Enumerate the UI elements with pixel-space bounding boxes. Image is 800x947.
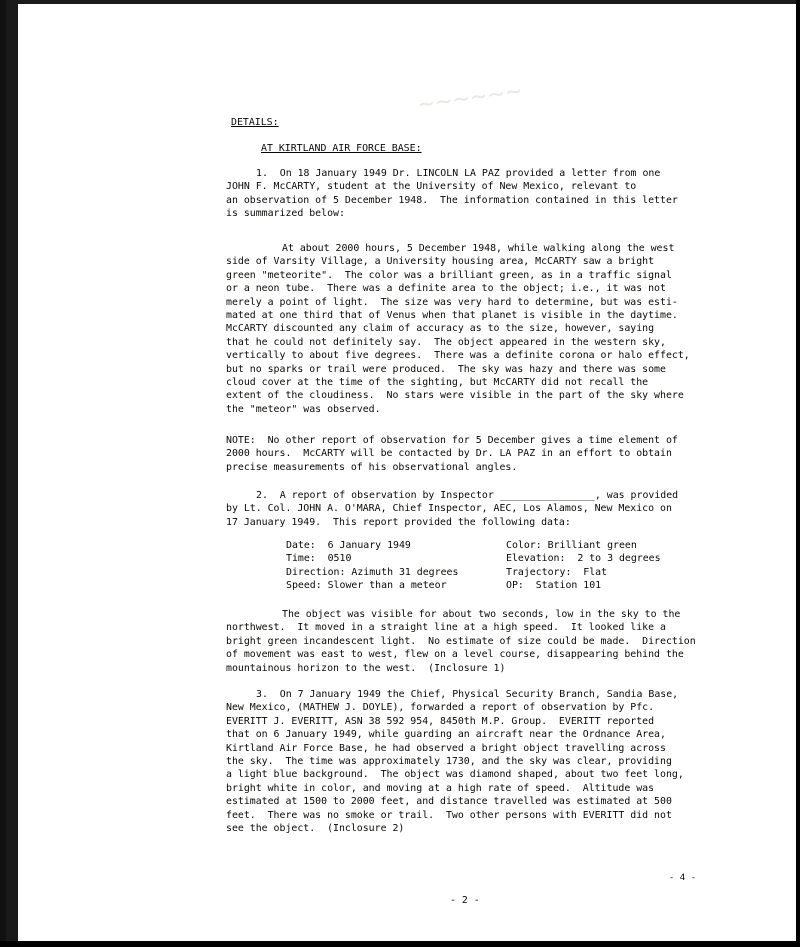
text-line: bright green incandescent light. No estimate of size could be made. Direction xyxy=(226,635,696,647)
text-line: McCARTY discounted any claim of accuracy as to the size, however, saying xyxy=(226,323,655,335)
data-cell: Speed: Slower than a meteor xyxy=(286,580,447,592)
data-cell: Date: 6 January 1949 xyxy=(286,540,411,551)
text-line: side of Varsity Village, a University housing area, McCARTY saw a bright xyxy=(226,256,655,268)
text-line: that on 6 January 1949, while guarding an aircraft near the Ordnance Area, xyxy=(226,729,666,741)
text-line: cloud cover at the time of the sighting, but McCARTY did not recall the xyxy=(226,377,649,389)
text-line: 1. On 18 January 1949 Dr. LINCOLN LA PAZ provided a letter from one xyxy=(256,168,661,179)
text-line: or a neon tube. There was a definite area to the object; i.e., it was not xyxy=(226,283,666,295)
paragraph-3 xyxy=(226,688,684,835)
data-table-left xyxy=(286,539,458,593)
text-line: that he could not definitely say. The object appeared in the western sky, xyxy=(226,336,666,348)
text-line: see the object. (Inclosure 2) xyxy=(226,823,405,835)
text-line: merely a point of light. The size was very hard to determine, but was esti- xyxy=(226,296,678,308)
text-line: green "meteorite". The color was a brilliant green, as in a traffic signal xyxy=(226,269,672,281)
text-line: mated at one third that of Venus when that planet is visible in the daytime. xyxy=(226,310,678,322)
text-line: of movement was east to west, flew on a level course, disappearing behind the xyxy=(226,649,684,661)
paragraph-1 xyxy=(226,167,678,221)
text-line: is summarized below: xyxy=(226,208,345,220)
text-line: At about 2000 hours, 5 December 1948, while walking along the west xyxy=(282,243,675,254)
data-cell: Direction: Azimuth 31 degrees xyxy=(286,566,459,578)
details-heading: DETAILS: xyxy=(231,117,279,128)
faint-stamp: ~~~~~~ xyxy=(416,75,526,121)
text-line: NOTE: No other report of observation for 5 December gives a time element of xyxy=(226,435,678,446)
text-line: Kirtland Air Force Base, he had observed a bright object travelling across xyxy=(226,742,666,754)
paragraph-1-quote xyxy=(226,242,690,416)
document-page xyxy=(18,4,796,941)
text-line: but no sparks or trail were produced. The sky was hazy and there was some xyxy=(226,363,666,375)
text-line: northwest. It moved in a straight line at a high speed. It looked like a xyxy=(226,622,666,634)
text-line: estimated at 1500 to 2000 feet, and distance travelled was estimated at 500 xyxy=(226,796,672,808)
text-line: The object was visible for about two seconds, low in the sky to the xyxy=(282,609,681,620)
text-line: 17 January 1949. This report provided the following data: xyxy=(226,516,571,528)
data-table-right xyxy=(506,539,661,593)
text-line: the "meteor" was observed. xyxy=(226,403,381,415)
text-line: New Mexico, (MATHEW J. DOYLE), forwarded a report of observation by Pfc. xyxy=(226,702,655,714)
text-line: vertically to about five degrees. There was a definite corona or halo effect, xyxy=(226,350,690,362)
text-line: 2. A report of observation by Inspector ________________, was provided xyxy=(256,490,679,501)
paragraph-2 xyxy=(226,489,678,529)
text-line: feet. There was no smoke or trail. Two other persons with EVERITT did not xyxy=(226,809,672,821)
text-line: bright white in color, and moving at a high rate of speed. Altitude was xyxy=(226,782,655,794)
text-line: JOHN F. McCARTY, student at the University of New Mexico, relevant to xyxy=(226,181,637,193)
text-line: extent of the cloudiness. No stars were visible in the part of the sky where xyxy=(226,390,684,402)
page-number: - 2 - xyxy=(450,895,480,906)
data-cell: Color: Brilliant green xyxy=(506,540,637,551)
data-cell: Elevation: 2 to 3 degrees xyxy=(506,553,661,565)
paragraph-2-description xyxy=(226,608,696,675)
text-line: an observation of 5 December 1948. The information contained in this letter xyxy=(226,194,678,206)
section-title: AT KIRTLAND AIR FORCE BASE: xyxy=(261,143,422,154)
data-cell: OP: Station 101 xyxy=(506,580,602,592)
text-line: the sky. The time was approximately 1730, and the sky was clear, providing xyxy=(226,756,672,768)
text-line: by Lt. Col. JOHN A. O'MARA, Chief Inspector, AEC, Los Alamos, New Mexico on xyxy=(226,503,672,515)
text-line: precise measurements of his observational angles. xyxy=(226,461,518,473)
paragraph-1-note xyxy=(226,434,678,474)
data-cell: Trajectory: Flat xyxy=(506,566,608,578)
text-line: 2000 hours. McCARTY will be contacted by Dr. LA PAZ in an effort to obtain xyxy=(226,448,672,460)
text-line: 3. On 7 January 1949 the Chief, Physical Security Branch, Sandia Base, xyxy=(256,689,679,700)
text-line: EVERITT J. EVERITT, ASN 38 592 954, 8450th M.P. Group. EVERITT reported xyxy=(226,715,655,727)
text-line: a light blue background. The object was diamond shaped, about two feet long, xyxy=(226,769,684,781)
scan-border-bottom xyxy=(0,941,800,947)
scan-border-right xyxy=(796,0,800,947)
data-cell: Time: 0510 xyxy=(286,553,352,565)
corner-mark: - 4 - xyxy=(668,873,696,883)
text-line: mountainous horizon to the west. (Inclosure 1) xyxy=(226,662,506,674)
scan-border-left xyxy=(0,0,6,947)
